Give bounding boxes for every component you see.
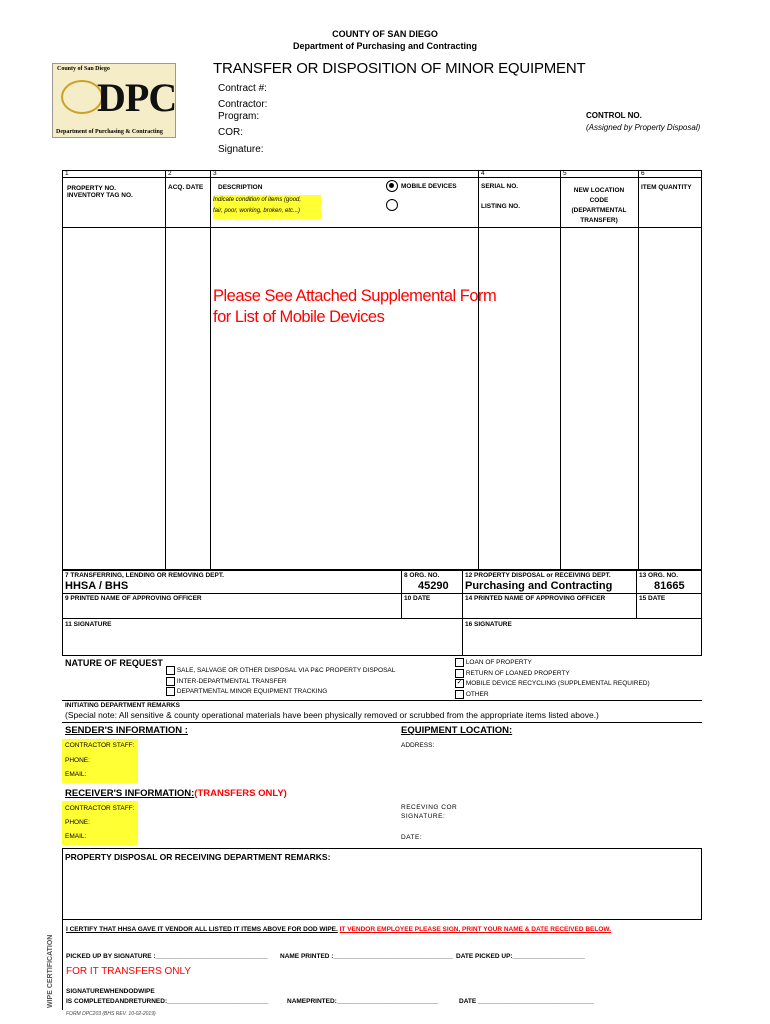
condition-note-line2: fair, poor, working, broken, etc...) (213, 208, 301, 214)
certify-instruction: IT VENDOR EMPLOYEE PLEASE SIGN, PRINT YOUR NAME & DATE RECEIVED BELOW. (339, 926, 611, 933)
field-15-label[interactable]: 15 DATE (639, 595, 666, 602)
sender-email-field[interactable]: EMAIL: (65, 771, 87, 778)
department-name: Department of Purchasing and Contracting (292, 41, 478, 51)
field-11-label[interactable]: 11 SIGNATURE (65, 621, 112, 628)
receiver-email-field[interactable]: EMAIL: (65, 833, 87, 840)
checkbox-icon[interactable] (166, 666, 175, 675)
picked-up-signature[interactable]: PICKED UP BY SIGNATURE :_______________________________ (66, 953, 268, 960)
form-footer: FORM DPC203 (BHS REV. 10-02-2019) (66, 1011, 156, 1017)
cor-field[interactable]: COR: (218, 127, 243, 138)
logo-top-text: County of San Diego (57, 66, 110, 72)
checkbox-icon[interactable] (455, 690, 464, 699)
col-num-2: 2 (168, 170, 172, 177)
opt-tracking-label: DEPARTMENTAL MINOR EQUIPMENT TRACKING (176, 688, 328, 696)
opt-sale-label: SALE, SALVAGE OR OTHER DISPOSAL VIA P&C PROPERTY DISPOSAL (176, 667, 396, 675)
initiating-remarks-label: INITIATING DEPARTMENT REMARKS (65, 702, 180, 709)
contractor-field[interactable]: Contractor: (218, 99, 268, 110)
col-num-1: 1 (65, 170, 69, 177)
col-num-3: 3 (213, 170, 217, 177)
certify-statement: I CERTIFY THAT HHSA GAVE IT VENDOR ALL LISTED IT ITEMS ABOVE FOR DOD WIPE. (66, 926, 338, 933)
dpc-logo (52, 63, 176, 138)
checkbox-icon[interactable] (166, 677, 175, 686)
wipe-certify-text (66, 926, 611, 933)
opt-return-label: RETURN OF LOANED PROPERTY (465, 670, 570, 678)
opt-loan-label: LOAN OF PROPERTY (465, 659, 532, 667)
receiver-title-red: (TRANSFERS ONLY) (194, 788, 287, 799)
dod-wipe-name-field[interactable]: NAMEPRINTED:____________________________ (287, 998, 439, 1005)
field-7-value[interactable]: HHSA / BHS (65, 580, 129, 592)
dod-wipe-date-field[interactable]: DATE ________________________________ (459, 998, 594, 1005)
receiving-signature-field[interactable]: SIGNATURE: (401, 813, 446, 820)
it-transfers-only: FOR IT TRANSFERS ONLY (66, 966, 192, 977)
sender-info-title: SENDER'S INFORMATION : (65, 725, 188, 736)
mobile-devices-label: MOBILE DEVICES (401, 183, 457, 190)
condition-note-line1: Indicate condition of items (good, (213, 197, 302, 203)
receiver-info-title (65, 788, 287, 799)
picked-up-date[interactable]: DATE PICKED UP:____________________ (456, 953, 585, 960)
equipment-location-title: EQUIPMENT LOCATION: (401, 725, 513, 736)
field-13-value[interactable]: 81665 (654, 580, 685, 592)
notice-line-2: for List of Mobile Devices (213, 308, 385, 326)
col-num-5: 5 (563, 170, 567, 177)
logo-dpc-text: DPC (97, 75, 177, 120)
opt-return-row[interactable] (455, 669, 570, 678)
col-property-no-header: PROPERTY NO. INVENTORY TAG NO. (67, 185, 133, 199)
contract-field[interactable]: Contract #: (218, 83, 267, 94)
field-9-label[interactable]: 9 PRINTED NAME OF APPROVING OFFICER (65, 595, 202, 602)
other-items-radio[interactable] (386, 199, 398, 211)
receiver-phone-field[interactable]: PHONE: (65, 819, 90, 826)
receiver-title-text: RECEIVER'S INFORMATION: (65, 788, 195, 799)
receiver-staff-field[interactable]: CONTRACTOR STAFF: (65, 805, 135, 812)
col-num-4: 4 (481, 170, 485, 177)
disposal-remarks-title: PROPERTY DISPOSAL OR RECEIVING DEPARTMENT REMARKS: (65, 852, 331, 862)
control-number-label: CONTROL NO. (586, 111, 642, 120)
wipe-cert-side-label: WIPE CERTIFICATION (47, 934, 54, 1008)
field-7-label: 7 TRANSFERRING, LENDING OR REMOVING DEPT. (65, 572, 224, 579)
condition-note (213, 195, 321, 219)
opt-other-row[interactable] (455, 690, 489, 699)
col-description-header: DESCRIPTION (218, 184, 263, 191)
nature-of-request-label: NATURE OF REQUEST (65, 658, 163, 668)
opt-recycling-label: MOBILE DEVICE RECYCLING (SUPPLEMENTAL REQUIRED) (465, 680, 650, 688)
col-new-location-header: NEW LOCATION CODE (DEPARTMENTAL TRANSFER) (571, 187, 627, 224)
field-13-label: 13 ORG. NO. (639, 572, 679, 579)
checkbox-icon[interactable] (166, 687, 175, 696)
col-item-quantity-header: ITEM QUANTITY (641, 184, 692, 191)
col-serial-no-header: SERIAL NO. (481, 183, 519, 190)
sender-staff-field[interactable]: CONTRACTOR STAFF: (65, 742, 135, 749)
special-note: (Special note: All sensitive & county operational materials have been physically removed or scrubbed from the appropriate items listed above.) (65, 710, 599, 720)
field-8-label: 8 ORG. NO. (404, 572, 440, 579)
field-8-value[interactable]: 45290 (418, 580, 449, 592)
control-number-note: (Assigned by Property Disposal) (586, 123, 701, 132)
notice-line-1: Please See Attached Supplemental Form (213, 287, 497, 305)
opt-tracking-row[interactable] (166, 687, 327, 696)
receiver-date-field[interactable]: DATE: (401, 834, 423, 841)
address-field[interactable]: ADDRESS: (401, 742, 435, 749)
dod-wipe-sig-field[interactable]: IS COMPLETEDANDRETURNED:____________________________ (66, 998, 269, 1005)
signature-field[interactable]: Signature: (218, 144, 264, 155)
field-14-label[interactable]: 14 PRINTED NAME OF APPROVING OFFICER (465, 595, 606, 602)
mobile-devices-radio[interactable] (386, 180, 398, 192)
checkbox-icon[interactable] (455, 658, 464, 667)
picked-up-name[interactable]: NAME PRINTED :_________________________________ (280, 953, 453, 960)
county-name: COUNTY OF SAN DIEGO (332, 29, 438, 39)
opt-transfer-label: INTER-DEPARTMENTAL TRANSFER (176, 678, 287, 686)
field-10-label[interactable]: 10 DATE (404, 595, 431, 602)
opt-loan-row[interactable] (455, 658, 532, 667)
field-16-label[interactable]: 16 SIGNATURE (465, 621, 512, 628)
form-title: TRANSFER OR DISPOSITION OF MINOR EQUIPMENT (213, 60, 586, 77)
logo-bottom-text: Department of Purchasing & Contracting (56, 129, 163, 135)
opt-recycling-row[interactable] (455, 679, 650, 688)
sender-phone-field[interactable]: PHONE: (65, 757, 90, 764)
field-12-label: 12 PROPERTY DISPOSAL or RECEIVING DEPT. (465, 572, 611, 579)
col-listing-no-header: LISTING NO. (481, 203, 520, 210)
opt-transfer-row[interactable] (166, 677, 287, 686)
items-table (62, 170, 702, 570)
checkbox-icon[interactable] (455, 669, 464, 678)
col-acq-date-header: ACQ. DATE (168, 184, 204, 191)
col-num-6: 6 (641, 170, 645, 177)
checkmark-icon[interactable]: ✓ (456, 679, 463, 686)
receiving-cor-label: RECEVING COR (401, 804, 458, 811)
opt-other-label: OTHER (465, 691, 489, 699)
program-field[interactable]: Program: (218, 111, 260, 122)
opt-sale-row[interactable] (166, 666, 395, 675)
field-12-value[interactable]: Purchasing and Contracting (465, 580, 613, 592)
dod-wipe-sig-line1: SIGNATUREWHENDODWIPE (66, 988, 155, 995)
